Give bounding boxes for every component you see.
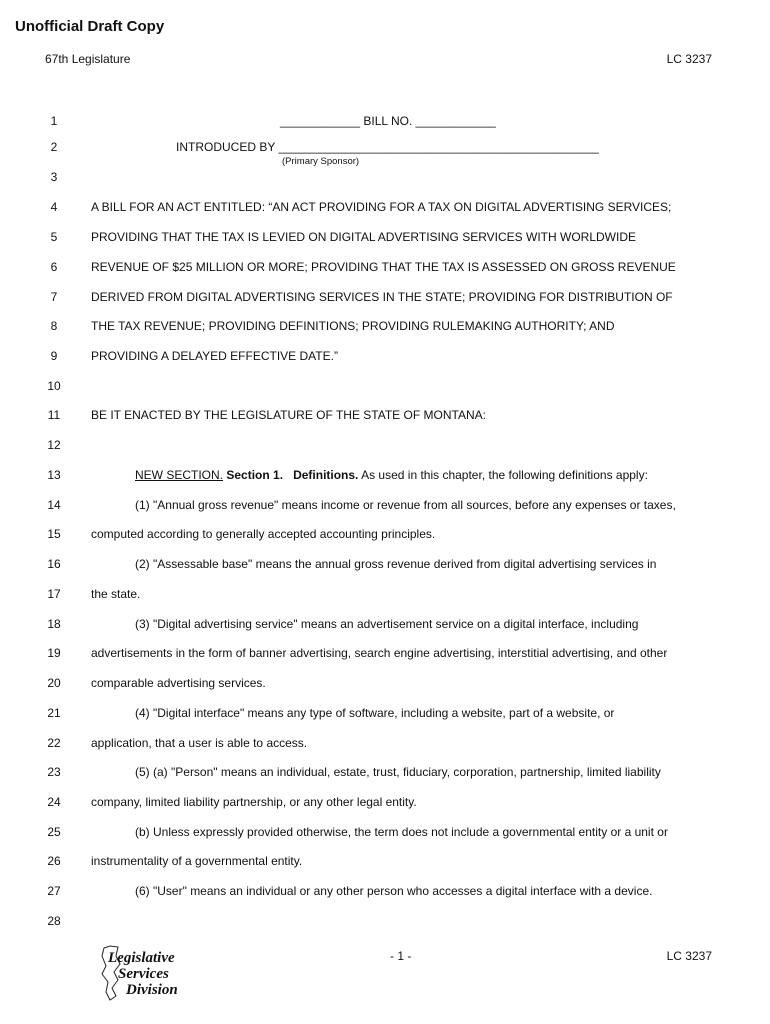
line-text: (3) "Digital advertising service" means an advertisement service on a digital interface, including (135, 617, 639, 631)
line-number: 8 (50, 319, 58, 333)
line-number: 3 (50, 170, 58, 184)
bill-line (0, 587, 770, 607)
line-number: 4 (50, 200, 58, 214)
line-number: 25 (47, 825, 61, 839)
bill-line (0, 676, 770, 696)
bill-line (0, 170, 770, 190)
lc-number-footer: LC 3237 (666, 949, 712, 963)
draft-title: Unofficial Draft Copy (15, 18, 165, 35)
bill-line (0, 379, 770, 399)
line-number: 28 (47, 914, 61, 928)
line-number: 15 (47, 527, 61, 541)
line-text: the state. (91, 587, 141, 601)
line-text: instrumentality of a governmental entity. (91, 854, 303, 868)
bill-line (0, 114, 770, 134)
line-text: company, limited liability partnership, or any other legal entity. (91, 795, 417, 809)
bill-line (0, 498, 770, 518)
line-number: 9 (50, 349, 58, 363)
bill-line (0, 349, 770, 369)
introduced-by-line: INTRODUCED BY ________________________________________________ (176, 140, 599, 154)
logo-text-legislative: Legislative (108, 950, 175, 966)
logo-text-services: Services (118, 966, 169, 982)
bill-line (0, 468, 770, 488)
line-number: 24 (47, 795, 61, 809)
line-number: 22 (47, 736, 61, 750)
line-text: PROVIDING A DELAYED EFFECTIVE DATE.” (91, 349, 338, 363)
bill-line (0, 140, 770, 160)
bill-line (0, 260, 770, 280)
line-text: A BILL FOR AN ACT ENTITLED: “AN ACT PROVIDING FOR A TAX ON DIGITAL ADVERTISING SERVICES; (91, 200, 672, 214)
line-text: As used in this chapter, the following definitions apply: (361, 468, 648, 482)
line-number: 6 (50, 260, 58, 274)
line-text: (2) "Assessable base" means the annual gross revenue derived from digital advertising services in (135, 557, 657, 571)
bill-line (0, 706, 770, 726)
bill-line (0, 854, 770, 874)
bill-line (0, 736, 770, 756)
line-number: 18 (47, 617, 61, 631)
line-number: 14 (47, 498, 61, 512)
line-number: 19 (47, 646, 61, 660)
line-number: 21 (47, 706, 61, 720)
line-text: comparable advertising services. (91, 676, 266, 690)
bill-line (0, 527, 770, 547)
bill-line (0, 230, 770, 250)
section-number: Section 1. (226, 468, 284, 482)
page-number: - 1 - (390, 949, 412, 963)
line-text: (4) "Digital interface" means any type of software, including a website, part of a website, or (135, 706, 615, 720)
line-number: 23 (47, 765, 61, 779)
line-text: REVENUE OF $25 MILLION OR MORE; PROVIDING THAT THE TAX IS ASSESSED ON GROSS REVENUE (91, 260, 676, 274)
bill-line (0, 765, 770, 785)
line-number: 7 (50, 290, 58, 304)
section-heading-line (135, 468, 648, 482)
legislature-label: 67th Legislature (45, 52, 131, 66)
bill-line (0, 557, 770, 577)
line-number: 1 (50, 114, 58, 128)
line-number: 5 (50, 230, 58, 244)
lc-number-header: LC 3237 (666, 52, 712, 66)
bill-line (0, 319, 770, 339)
line-text: THE TAX REVENUE; PROVIDING DEFINITIONS; PROVIDING RULEMAKING AUTHORITY; AND (91, 319, 615, 333)
bill-line (0, 438, 770, 458)
line-number: 26 (47, 854, 61, 868)
line-number: 17 (47, 587, 61, 601)
bill-line (0, 825, 770, 845)
line-text: DERIVED FROM DIGITAL ADVERTISING SERVICES IN THE STATE; PROVIDING FOR DISTRIBUTION OF (91, 290, 673, 304)
line-number: 12 (47, 438, 61, 452)
line-text: (5) (a) "Person" means an individual, estate, trust, fiduciary, corporation, partnership, limited liability (135, 765, 661, 779)
enacting-clause: BE IT ENACTED BY THE LEGISLATURE OF THE STATE OF MONTANA: (91, 408, 486, 422)
line-number: 20 (47, 676, 61, 690)
line-text: (1) "Annual gross revenue" means income or revenue from all sources, before any expenses or taxes, (135, 498, 676, 512)
bill-line (0, 408, 770, 428)
bill-line (0, 290, 770, 310)
bill-line (0, 884, 770, 904)
line-text: PROVIDING THAT THE TAX IS LEVIED ON DIGITAL ADVERTISING SERVICES WITH WORLDWIDE (91, 230, 636, 244)
bill-line (0, 795, 770, 815)
section-title: Definitions. (293, 468, 359, 482)
new-section-label: NEW SECTION. (135, 468, 224, 482)
line-number: 11 (47, 408, 61, 422)
bill-line (0, 617, 770, 637)
bill-line (0, 914, 770, 934)
line-text: (b) Unless expressly provided otherwise, the term does not include a governmental entity or a unit or (135, 825, 668, 839)
line-text: computed according to generally accepted accounting principles. (91, 527, 436, 541)
logo-text-division: Division (126, 982, 178, 998)
line-number: 27 (47, 884, 61, 898)
bill-line (0, 200, 770, 220)
primary-sponsor-note: (Primary Sponsor) (282, 156, 360, 167)
bill-line (0, 646, 770, 666)
legislative-services-division-logo (96, 942, 196, 1004)
bill-number-line: ____________ BILL NO. ____________ (280, 114, 496, 128)
line-text: advertisements in the form of banner advertising, search engine advertising, interstitial advertising, and other (91, 646, 668, 660)
line-number: 10 (47, 379, 61, 393)
line-text: application, that a user is able to access. (91, 736, 308, 750)
line-number: 2 (50, 140, 58, 154)
line-number: 16 (47, 557, 61, 571)
line-number: 13 (47, 468, 61, 482)
line-text: (6) "User" means an individual or any other person who accesses a digital interface with a device. (135, 884, 653, 898)
